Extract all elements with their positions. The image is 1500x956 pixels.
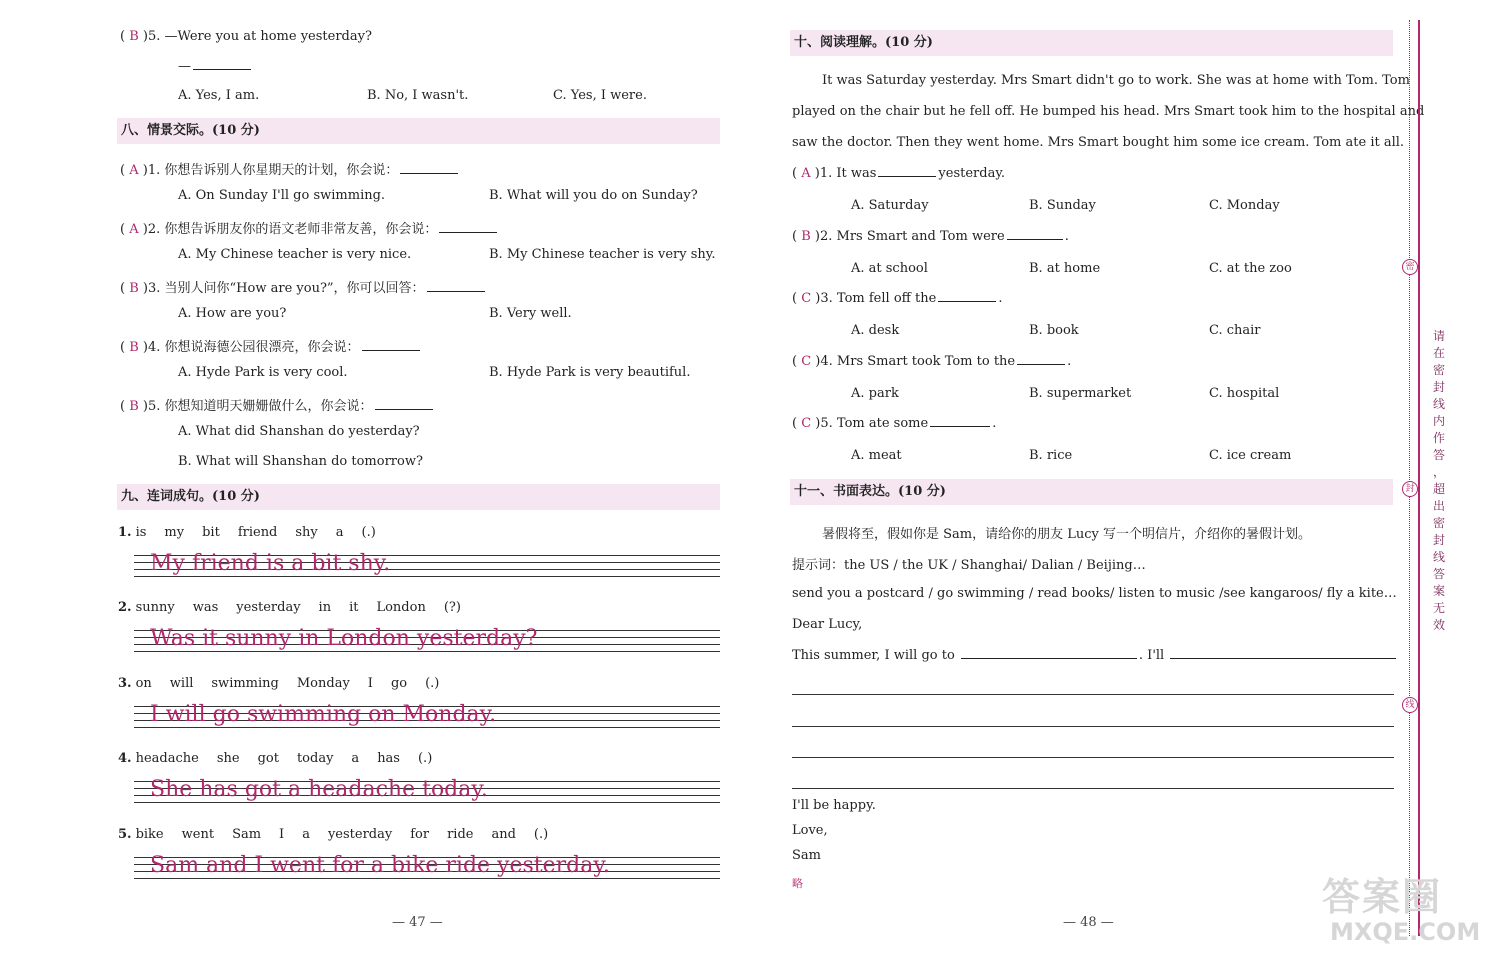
dash-blank: — — [178, 59, 253, 74]
word-tile: has — [377, 751, 400, 766]
answer-blank[interactable] — [938, 301, 996, 302]
option-b: B. Sunday — [1029, 198, 1096, 213]
passage-line-1: It was Saturday yesterday. Mrs Smart didn't go to work. She was at home with Tom. Tom — [822, 73, 1410, 88]
writing-guide-line — [134, 727, 720, 728]
question-text: 5. —Were you at home yesterday? — [148, 29, 372, 44]
option-a: A. Yes, I am. — [178, 88, 260, 103]
vertical-char: ， — [1432, 465, 1445, 479]
reading-question-1: ( A )1. It was yesterday. — [792, 166, 1006, 181]
page-number-47: — 47 — — [392, 915, 443, 930]
option-a: A. meat — [851, 448, 902, 463]
handwritten-answer: My friend is a bit shy. — [150, 551, 391, 576]
question-text: 5. Tom ate some — [820, 416, 929, 431]
vertical-char: 答 — [1432, 448, 1445, 462]
reading-question-2: ( B )2. Mrs Smart and Tom were . — [792, 229, 1069, 244]
answer-blank[interactable] — [1007, 239, 1063, 240]
vertical-char: 线 — [1432, 397, 1445, 411]
vertical-char: 在 — [1432, 346, 1445, 360]
option-b: B. What will Shanshan do tomorrow? — [178, 454, 423, 469]
word-tile: on — [135, 676, 152, 691]
question-text: 2. 你想告诉朋友你的语文老师非常友善，你会说： — [147, 222, 438, 237]
hint-phrases: send you a postcard / go swimming / read books/ listen to music /see kangaroos/ fly a kite… — [792, 586, 1397, 601]
word-tile: was — [192, 600, 219, 615]
word-tile: swimming — [211, 676, 279, 691]
option-a: A. Hyde Park is very cool. — [178, 365, 348, 380]
option-b: B. Very well. — [489, 306, 572, 321]
word-tile: Sam — [232, 827, 262, 842]
word-tile: (.) — [361, 525, 376, 540]
letter-first-line: This summer, I will go to . I'll — [792, 648, 1398, 663]
section-8-title: 八、情景交际。(10 分) — [117, 118, 720, 144]
word-tile: is — [135, 525, 147, 540]
option-a: A. How are you? — [178, 306, 287, 321]
vertical-char: 请 — [1432, 329, 1445, 343]
item-number: 3. — [118, 676, 132, 691]
word-tile: (.) — [425, 676, 440, 691]
writing-guide-line — [134, 802, 720, 803]
word-tile: my — [164, 525, 185, 540]
watermark-url: MXQE.COM — [1330, 918, 1481, 946]
answer-mark: B — [129, 340, 139, 355]
letter-greeting: Dear Lucy, — [792, 617, 863, 632]
answer-blank[interactable] — [362, 350, 420, 351]
option-b: B. No, I wasn't. — [367, 88, 469, 103]
word-tile: in — [318, 600, 332, 615]
hint-words: 提示词：the US / the UK / Shanghai/ Dalian / Beijing… — [792, 558, 1146, 573]
answer-mark: B — [129, 281, 139, 296]
seal-line-solid — [1418, 20, 1420, 936]
option-a: A. Saturday — [851, 198, 929, 213]
word-tile: for — [410, 827, 430, 842]
sentence-4-words — [118, 751, 450, 766]
option-a: A. What did Shanshan do yesterday? — [178, 424, 420, 439]
page-number-48: — 48 — — [1063, 915, 1114, 930]
item-number: 2. — [118, 600, 132, 615]
answer-mark: A — [129, 222, 139, 237]
vertical-char: 内 — [1432, 414, 1445, 428]
blank-plan[interactable] — [1170, 658, 1396, 659]
option-b: B. My Chinese teacher is very shy. — [489, 247, 716, 262]
question-text: 3. 当别人问你“How are you?”，你可以回答： — [148, 281, 425, 296]
word-tile: sunny — [135, 600, 175, 615]
word-tile: got — [257, 751, 279, 766]
option-b: B. supermarket — [1029, 386, 1132, 401]
word-tile: (.) — [417, 751, 433, 766]
question-text: 4. Mrs Smart took Tom to the — [820, 354, 1016, 369]
option-b: B. book — [1029, 323, 1079, 338]
seal-mark-1: 密 — [1402, 259, 1418, 275]
vertical-char: 超 — [1432, 482, 1445, 496]
option-c: C. chair — [1209, 323, 1261, 338]
word-tile: bit — [202, 525, 220, 540]
seal-line-dotted — [1409, 20, 1410, 936]
writing-line[interactable] — [792, 726, 1394, 727]
word-tile: I — [367, 676, 373, 691]
option-c: C. hospital — [1209, 386, 1280, 401]
vertical-char: 密 — [1432, 516, 1445, 530]
option-b: B. rice — [1029, 448, 1073, 463]
word-tile: I — [279, 827, 285, 842]
word-tile: a — [351, 751, 360, 766]
option-a: A. desk — [851, 323, 900, 338]
vertical-char: 密 — [1432, 363, 1445, 377]
option-a: A. park — [851, 386, 899, 401]
vertical-char: 案 — [1432, 584, 1445, 598]
answer-mark: B — [129, 399, 139, 414]
answer-blank[interactable] — [1017, 364, 1065, 365]
option-a: A. at school — [851, 261, 928, 276]
answer-blank[interactable] — [878, 176, 936, 177]
word-tile: friend — [237, 525, 278, 540]
passage-line-2: played on the chair but he fell off. He bumped his head. Mrs Smart took him to the hospital and — [792, 104, 1425, 119]
handwritten-answer: Sam and I went for a bike ride yesterday. — [150, 853, 610, 878]
question-8-4: ( B )4. 你想说海德公园很漂亮，你会说： — [120, 336, 422, 355]
word-tile: bike — [135, 827, 164, 842]
handwritten-answer: Was it sunny in London yesterday? — [150, 626, 538, 651]
writing-guide-line — [134, 651, 720, 652]
answer-mark: C — [801, 291, 812, 306]
answer-mark: A — [801, 166, 811, 181]
answer-blank[interactable] — [930, 426, 990, 427]
vertical-char: 线 — [1432, 550, 1445, 564]
question-8-3: ( B )3. 当别人问你“How are you?”，你可以回答： — [120, 277, 487, 296]
vertical-char: 作 — [1432, 431, 1445, 445]
question-tail: . — [1067, 354, 1072, 369]
handwritten-answer: She has got a headache today. — [150, 777, 488, 802]
option-c: C. at the zoo — [1209, 261, 1292, 276]
word-tile: it — [349, 600, 359, 615]
watermark-logo: 答案圈 — [1322, 875, 1443, 919]
word-tile: she — [216, 751, 240, 766]
question-tail: yesterday. — [938, 166, 1006, 181]
answer-mark: A — [129, 163, 139, 178]
question-tail: . — [992, 416, 997, 431]
vertical-char: 答 — [1432, 567, 1445, 581]
answer-mark: C — [801, 354, 812, 369]
option-c: C. ice cream — [1209, 448, 1292, 463]
question-7-5: ( B )5. —Were you at home yesterday? — [120, 29, 372, 44]
item-number: 5. — [118, 827, 132, 842]
writing-guide-line — [134, 576, 720, 577]
seal-mark-2: 封 — [1402, 481, 1418, 497]
letter-signature: Sam — [792, 848, 821, 863]
word-tile: today — [296, 751, 334, 766]
question-8-2: ( A )2. 你想告诉朋友你的语文老师非常友善，你会说： — [120, 218, 499, 237]
reading-question-5: ( C )5. Tom ate some . — [792, 416, 997, 431]
vertical-char: 无 — [1432, 601, 1445, 615]
question-text: 5. 你想知道明天姗姗做什么，你会说： — [148, 399, 373, 414]
blank-destination[interactable] — [961, 658, 1137, 659]
option-c: C. Yes, I were. — [553, 88, 647, 103]
word-tile: London — [376, 600, 426, 615]
answer-blank[interactable] — [427, 291, 485, 292]
word-tile: yesterday — [236, 600, 301, 615]
option-a: A. My Chinese teacher is very nice. — [178, 247, 412, 262]
answer-mark: C — [801, 416, 812, 431]
writing-line[interactable] — [792, 694, 1394, 695]
answer-mark: B — [801, 229, 811, 244]
handwritten-answer: I will go swimming on Monday. — [150, 702, 497, 727]
passage-line-3: saw the doctor. Then they went home. Mrs Smart bought him some ice cream. Tom ate it all. — [792, 135, 1405, 150]
word-tile: headache — [135, 751, 199, 766]
vertical-char: 封 — [1432, 380, 1445, 394]
word-tile: will — [169, 676, 194, 691]
word-tile: and — [491, 827, 516, 842]
question-tail: . — [998, 291, 1003, 306]
sentence-2-words — [118, 600, 479, 615]
writing-line[interactable] — [792, 757, 1394, 758]
answer-mark: B — [129, 29, 139, 44]
reading-question-3: ( C )3. Tom fell off the . — [792, 291, 1003, 306]
sentence-5-words — [118, 827, 566, 842]
option-a: A. On Sunday I'll go swimming. — [178, 188, 386, 203]
reading-question-4: ( C )4. Mrs Smart took Tom to the . — [792, 354, 1072, 369]
vertical-char: 效 — [1432, 618, 1445, 632]
item-number: 4. — [118, 751, 132, 766]
answer-blank[interactable] — [375, 409, 433, 410]
letter-love: Love, — [792, 823, 828, 838]
vertical-char: 封 — [1432, 533, 1445, 547]
answer-blank[interactable] — [400, 173, 458, 174]
word-tile: shy — [295, 525, 318, 540]
writing-line[interactable] — [792, 788, 1394, 789]
word-tile: a — [302, 827, 310, 842]
question-8-1: ( A )1. 你想告诉别人你星期天的计划，你会说： — [120, 159, 460, 178]
sentence-1-words — [118, 525, 394, 540]
option-b: B. What will you do on Sunday? — [489, 188, 698, 203]
item-number: 1. — [118, 525, 132, 540]
vertical-char: 出 — [1432, 499, 1445, 513]
writing-prompt: 暑假将至，假如你是 Sam，请给你的朋友 Lucy 写一个明信片，介绍你的暑假计划。 — [822, 527, 1312, 542]
word-tile: a — [335, 525, 344, 540]
section-11-title: 十一、书面表达。(10 分) — [790, 479, 1393, 505]
sentence-3-words — [118, 676, 457, 691]
option-b: B. Hyde Park is very beautiful. — [489, 365, 691, 380]
question-text: 3. Tom fell off the — [820, 291, 937, 306]
answer-blank[interactable] — [439, 232, 497, 233]
question-text: 1. 你想告诉别人你星期天的计划，你会说： — [147, 163, 399, 178]
word-tile: yesterday — [327, 827, 393, 842]
seal-instruction-vertical — [1432, 328, 1446, 634]
question-text: 1. It was — [819, 166, 877, 181]
writing-guide-line — [134, 878, 720, 879]
answer-omitted-note: 略 — [792, 877, 803, 890]
question-tail: . — [1064, 229, 1069, 244]
word-tile: go — [390, 676, 408, 691]
question-8-5: ( B )5. 你想知道明天姗姗做什么，你会说： — [120, 395, 435, 414]
option-c: C. Monday — [1209, 198, 1280, 213]
section-9-title: 九、连词成句。(10 分) — [117, 484, 720, 510]
section-10-title: 十、阅读理解。(10 分) — [790, 30, 1393, 56]
letter-closing: I'll be happy. — [792, 798, 876, 813]
option-b: B. at home — [1029, 261, 1101, 276]
word-tile: Monday — [296, 676, 350, 691]
seal-mark-3: 线 — [1402, 697, 1418, 713]
word-tile: (.) — [533, 827, 549, 842]
word-tile: (?) — [443, 600, 461, 615]
word-tile: ride — [447, 827, 474, 842]
question-text: 4. 你想说海德公园很漂亮，你会说： — [148, 340, 360, 355]
question-text: 2. Mrs Smart and Tom were — [820, 229, 1005, 244]
word-tile: went — [181, 827, 215, 842]
